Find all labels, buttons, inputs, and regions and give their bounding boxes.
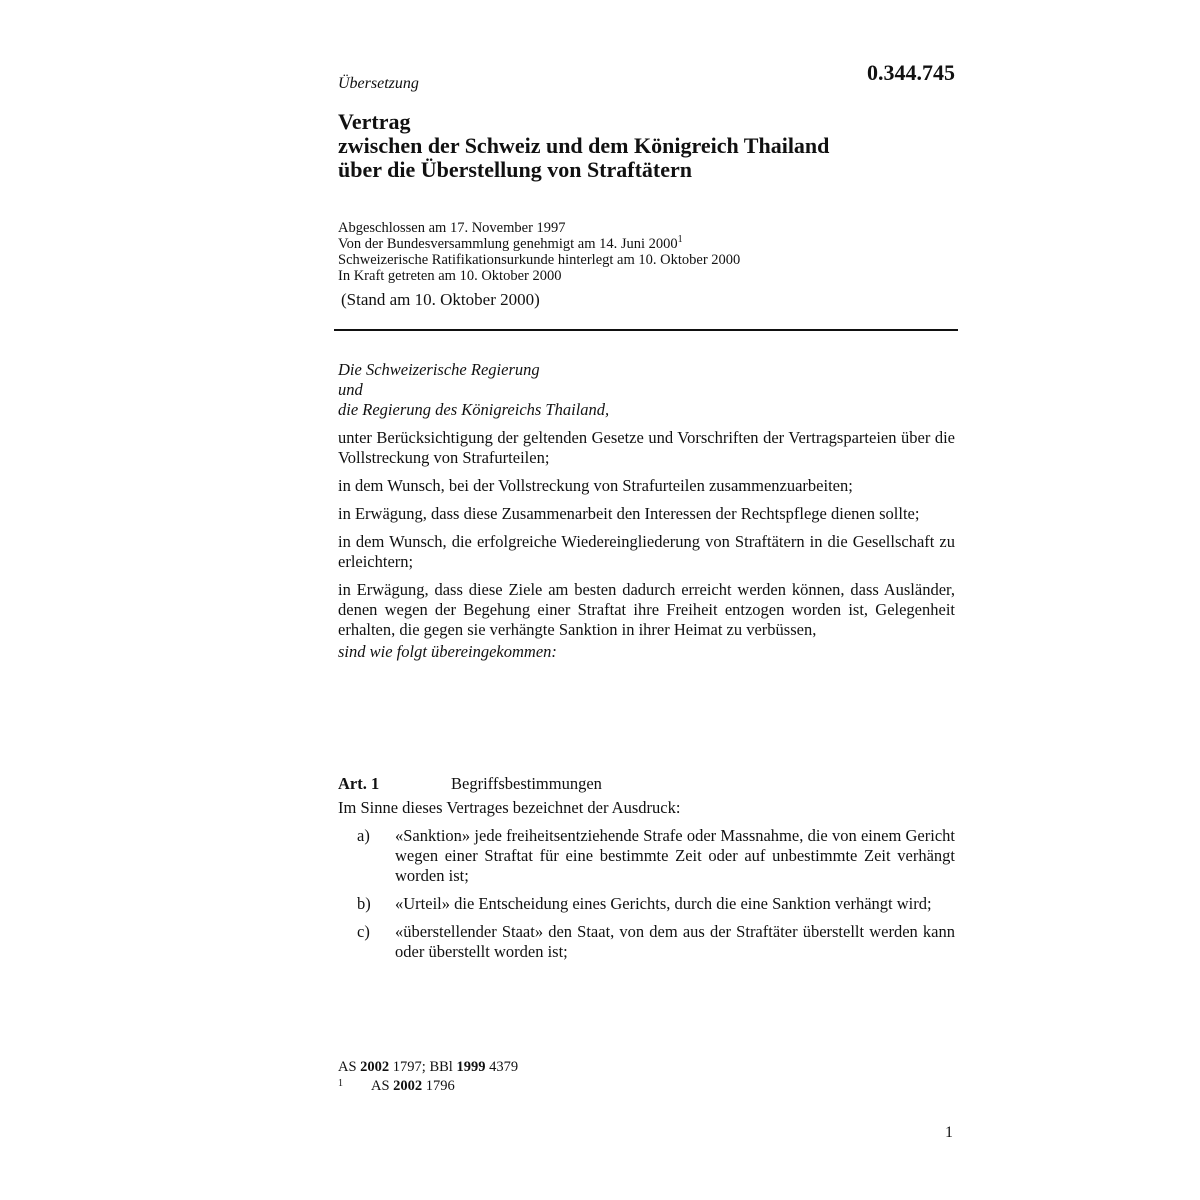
item-letter: c) bbox=[357, 922, 370, 941]
preamble-paragraph: in Erwägung, dass diese Zusammenarbeit den Interessen der Rechtspflege dienen sollte; bbox=[338, 504, 920, 523]
list-item bbox=[338, 894, 955, 914]
article-title: Begriffsbestimmungen bbox=[451, 774, 602, 793]
concluded-date: Abgeschlossen am 17. November 1997 bbox=[338, 220, 566, 236]
list-item bbox=[338, 826, 955, 886]
item-letter: b) bbox=[357, 894, 371, 913]
parties bbox=[338, 360, 955, 420]
article-number: Art. 1 bbox=[338, 774, 380, 793]
title-line-3: über die Überstellung von Straftätern bbox=[338, 157, 693, 182]
treaty-metadata bbox=[338, 220, 978, 284]
list-item bbox=[338, 922, 955, 962]
party-1: Die Schweizerische Regierung bbox=[338, 360, 540, 379]
party-2: die Regierung des Königreichs Thailand, bbox=[338, 400, 610, 419]
header-divider bbox=[334, 329, 958, 331]
title-line-2: zwischen der Schweiz und dem Königreich Thailand bbox=[338, 133, 830, 158]
article-1 bbox=[338, 774, 955, 970]
document-title bbox=[338, 110, 978, 182]
preamble-paragraph: in dem Wunsch, die erfolgreiche Wiedereingliederung von Straftätern in die Gesellschaft zu erleichtern; bbox=[338, 532, 955, 571]
party-and: und bbox=[338, 380, 363, 399]
in-force-date: In Kraft getreten am 10. Oktober 2000 bbox=[338, 268, 562, 284]
article-heading bbox=[338, 774, 955, 794]
preamble-paragraph: in Erwägung, dass diese Ziele am besten dadurch erreicht werden können, dass Ausländer, denen wegen der Begehung einer Straftat ihre Freiheit entzogen worden ist, Gelegenheit erhalten, die gegen sie verhängte Sanktion in ihrer Heimat zu verbüssen, bbox=[338, 580, 955, 639]
title-line-1: Vertrag bbox=[338, 109, 411, 134]
footnote-1 bbox=[338, 1077, 518, 1096]
agreed-clause: sind wie folgt übereingekommen: bbox=[338, 642, 557, 661]
article-intro: Im Sinne dieses Vertrages bezeichnet der Ausdruck: bbox=[338, 798, 681, 817]
approval-date: Von der Bundesversammlung genehmigt am 14. Juni 2000$^1$ bbox=[338, 234, 683, 252]
footnotes bbox=[338, 1058, 518, 1096]
item-text: «Sanktion» jede freiheitsentziehende Strafe oder Massnahme, die von einem Gericht wegen einer Straftat für eine bestimmte Zeit oder auf unbestimmte Zeit verhängt worden ist; bbox=[395, 826, 955, 885]
preamble bbox=[338, 360, 955, 662]
ratification-date: Schweizerische Ratifikationsurkunde hinterlegt am 10. Oktober 2000 bbox=[338, 252, 741, 268]
preamble-paragraph: in dem Wunsch, bei der Vollstreckung von Strafurteilen zusammenzuarbeiten; bbox=[338, 476, 853, 495]
translation-label: Übersetzung bbox=[338, 75, 419, 92]
status-date: (Stand am 10. Oktober 2000) bbox=[341, 290, 540, 309]
sr-number: 0.344.745 bbox=[867, 60, 955, 85]
page-number: 1 bbox=[945, 1124, 953, 1141]
footnote-mark: 1 bbox=[338, 1078, 343, 1089]
footnote-ref: 1 bbox=[677, 234, 683, 246]
item-text: «überstellender Staat» den Staat, von dem aus der Straftäter überstellt werden kann oder überstellt worden ist; bbox=[395, 922, 955, 961]
footnote-text: AS 2002 1796 bbox=[371, 1078, 455, 1094]
item-text: «Urteil» die Entscheidung eines Gerichts, durch die eine Sanktion verhängt wird; bbox=[395, 894, 932, 913]
item-letter: a) bbox=[357, 826, 370, 845]
preamble-paragraph: unter Berücksichtigung der geltenden Gesetze und Vorschriften der Vertragsparteien über die Vollstreckung von Strafurteilen; bbox=[338, 428, 955, 467]
source-reference: AS 2002 1797; BBl 1999 4379 bbox=[338, 1059, 519, 1075]
